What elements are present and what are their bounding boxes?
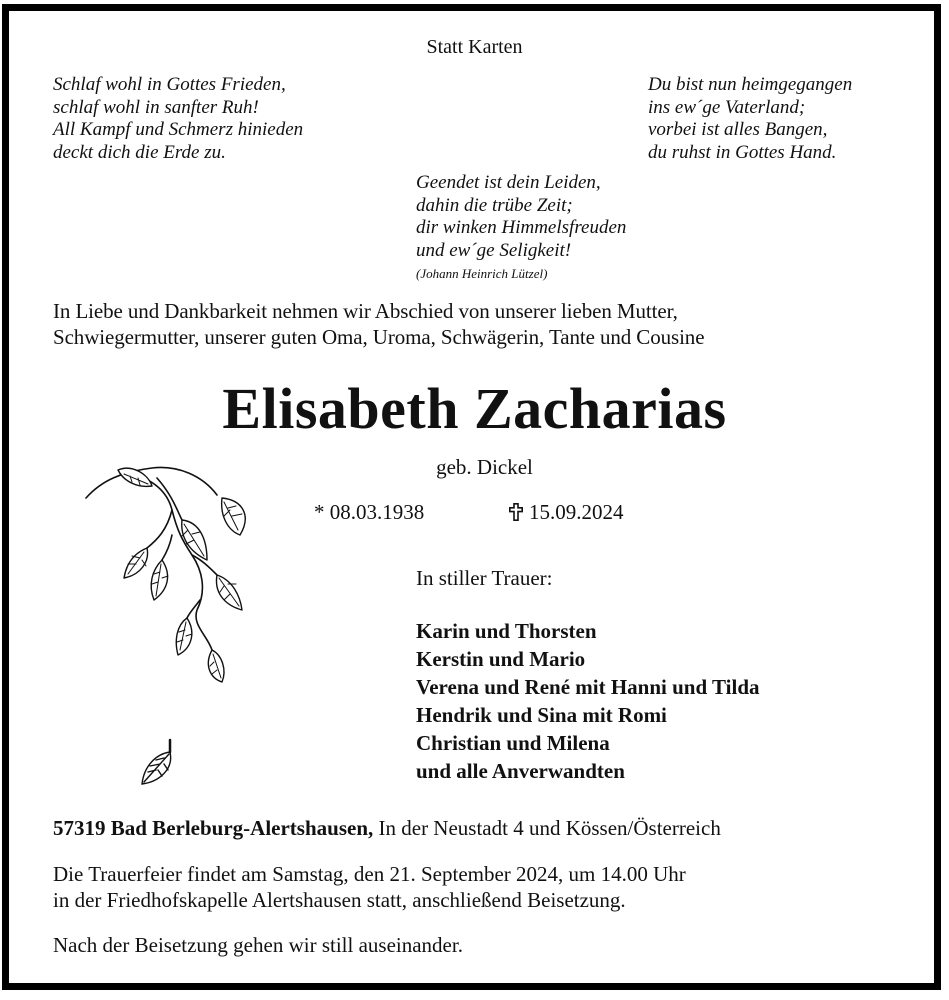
address (53, 816, 721, 841)
death-date-block (509, 500, 624, 525)
address-place: 57319 Bad Berleburg-Alertshausen, (53, 816, 374, 840)
family-member: und alle Anverwandten (416, 759, 625, 783)
poem-line: deckt dich die Erde zu. (53, 141, 226, 163)
poem-line: dir winken Himmelsfreuden (416, 217, 627, 238)
poem-line: du ruhst in Gottes Hand. (648, 141, 837, 163)
leaf-branch-illustration (82, 460, 257, 690)
poem-left (53, 74, 303, 164)
poem-credit: (Johann Heinrich Lützel) (416, 266, 548, 281)
ceremony-info (53, 861, 686, 913)
falling-leaf-illustration (136, 738, 182, 795)
poem-right (648, 74, 852, 164)
family-member: Verena und René mit Hanni und Tilda (416, 675, 760, 699)
intro-text (53, 298, 704, 350)
heading: Statt Karten (426, 36, 523, 58)
maiden-name: geb. Dickel (436, 455, 533, 479)
mourning-label: In stiller Trauer: (416, 566, 553, 590)
death-date: 15.09.2024 (529, 500, 624, 524)
poem-line: schlaf wohl in sanfter Ruh! (53, 96, 259, 118)
poem-line: vorbei ist alles Bangen, (648, 119, 828, 140)
address-details: In der Neustadt 4 und Kössen/Österreich (373, 816, 721, 840)
poem-center (416, 172, 626, 284)
deceased-name: Elisabeth Zacharias (222, 376, 727, 441)
intro-line: Schwiegermutter, unserer guten Oma, Uroma, Schwägerin, Tante und Cousine (53, 325, 705, 349)
poem-line: All Kampf und Schmerz hinieden (53, 119, 304, 140)
closing-text: Nach der Beisetzung gehen wir still auseinander. (53, 933, 463, 957)
ceremony-line: in der Friedhofskapelle Alertshausen statt, anschließend Beisetzung. (53, 888, 626, 912)
family-member: Hendrik und Sina mit Romi (416, 703, 667, 727)
poem-line: dahin die trübe Zeit; (416, 194, 573, 216)
intro-line: In Liebe und Dankbarkeit nehmen wir Abschied von unserer lieben Mutter, (53, 299, 678, 323)
family-member: Kerstin und Mario (416, 647, 586, 671)
ceremony-line: Die Trauerfeier findet am Samstag, den 21. September 2024, um 14.00 Uhr (53, 862, 686, 886)
family-list (416, 617, 760, 785)
family-member: Christian und Milena (416, 731, 610, 755)
poem-line: Du bist nun heimgegangen (648, 74, 853, 95)
poem-line: und ew´ge Seligkeit! (416, 239, 572, 261)
poem-line: Geendet ist dein Leiden, (416, 172, 601, 193)
birth-date: * 08.03.1938 (314, 500, 425, 524)
family-member: Karin und Thorsten (416, 619, 597, 643)
poem-line: Schlaf wohl in Gottes Frieden, (53, 74, 286, 95)
cross-icon (509, 502, 523, 520)
poem-line: ins ew´ge Vaterland; (648, 96, 806, 118)
